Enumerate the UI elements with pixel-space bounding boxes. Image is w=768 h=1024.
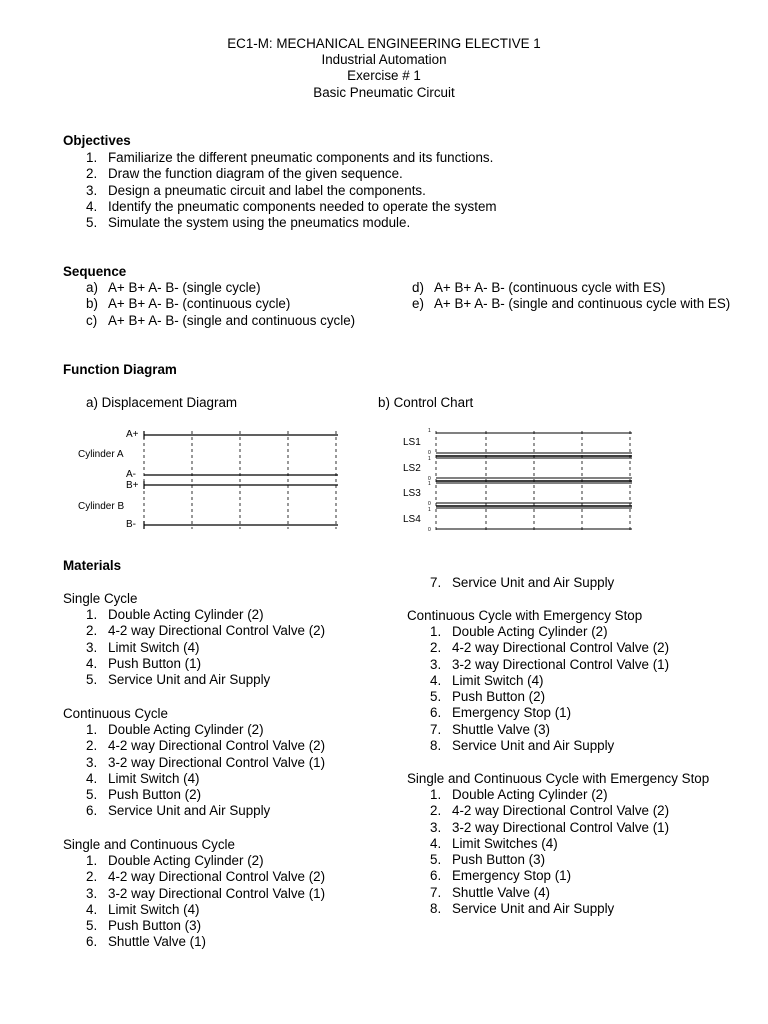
item-text: 4-2 way Directional Control Valve (2)	[108, 623, 326, 639]
item-text: Shuttle Valve (3)	[452, 721, 550, 737]
ls2-one: 1	[428, 456, 431, 462]
list-item	[86, 672, 325, 688]
list-item	[430, 689, 669, 705]
subject-title: Industrial Automation	[321, 52, 447, 67]
item-number: 2.	[430, 640, 442, 656]
sequence-list-right	[412, 280, 730, 313]
list-item	[86, 313, 355, 329]
item-text: Push Button (3)	[108, 918, 202, 934]
list-item	[430, 722, 669, 738]
materials-list-single-continuous-es	[430, 787, 669, 917]
group-title-single-cycle: Single Cycle	[63, 591, 138, 606]
materials-list-single-and-continuous-cont	[430, 575, 614, 591]
objectives-list	[86, 150, 497, 231]
exercise-number: Exercise # 1	[347, 68, 421, 83]
b-minus-label: B-	[126, 519, 136, 530]
sequence-heading: Sequence	[63, 264, 127, 279]
list-item	[430, 885, 669, 901]
item-text: Double Acting Cylinder (2)	[452, 624, 608, 639]
list-item	[86, 656, 325, 672]
item-number: 7.	[430, 884, 442, 900]
item-number: 5.	[86, 215, 98, 231]
list-item	[86, 803, 325, 819]
b-plus-label: B+	[126, 480, 139, 491]
item-text: A+ B+ A- B- (continuous cycle)	[108, 296, 291, 312]
displacement-diagram-grid	[140, 428, 340, 528]
list-item	[86, 869, 325, 885]
item-text: Limit Switch (4)	[452, 672, 544, 688]
list-item	[86, 166, 497, 182]
ls4-zero: 0	[428, 527, 431, 533]
list-item	[86, 280, 355, 296]
item-number: 1.	[86, 607, 98, 622]
item-text: Emergency Stop (1)	[452, 705, 572, 721]
item-text: 4-2 way Directional Control Valve (2)	[452, 803, 670, 819]
ls4-one: 1	[428, 507, 431, 513]
item-text: 3-2 way Directional Control Valve (1)	[108, 885, 326, 901]
item-number: 5.	[430, 852, 442, 868]
item-number: 5.	[86, 787, 98, 803]
list-item	[430, 836, 669, 852]
item-number: 2.	[86, 166, 98, 182]
item-number: 7.	[430, 575, 442, 590]
materials-list-continuous-es	[430, 624, 669, 754]
list-item	[86, 183, 497, 199]
exercise-title: Basic Pneumatic Circuit	[313, 85, 455, 100]
item-number: 5.	[86, 672, 98, 688]
item-text: Double Acting Cylinder (2)	[108, 853, 264, 868]
item-text: Push Button (2)	[452, 689, 546, 705]
item-number: 5.	[430, 689, 442, 705]
item-text: A+ B+ A- B- (single cycle)	[108, 280, 261, 295]
item-letter: b)	[86, 296, 98, 312]
item-text: Emergency Stop (1)	[452, 868, 572, 884]
item-text: Limit Switch (4)	[108, 770, 200, 786]
ls1-one: 1	[428, 428, 431, 434]
item-text: 4-2 way Directional Control Valve (2)	[108, 869, 326, 885]
list-item	[412, 280, 730, 296]
list-item	[86, 296, 355, 312]
list-item	[430, 705, 669, 721]
list-item	[86, 150, 497, 166]
item-number: 5.	[86, 918, 98, 934]
item-number: 4.	[430, 835, 442, 851]
group-title-continuous-cycle: Continuous Cycle	[63, 706, 168, 721]
item-text: 4-2 way Directional Control Valve (2)	[452, 640, 670, 656]
list-item	[86, 902, 325, 918]
materials-list-continuous-cycle	[86, 722, 325, 820]
list-item	[430, 657, 669, 673]
list-item	[86, 787, 325, 803]
item-letter: d)	[412, 280, 424, 295]
control-chart-title: b) Control Chart	[378, 395, 474, 410]
a-plus-label: A+	[126, 429, 139, 440]
list-item	[430, 820, 669, 836]
ls3-label: LS3	[403, 488, 421, 499]
item-number: 2.	[86, 623, 98, 639]
item-letter: c)	[86, 312, 98, 328]
item-text: Service Unit and Air Supply	[452, 738, 615, 754]
list-item	[86, 722, 325, 738]
group-title-single-continuous-es: Single and Continuous Cycle with Emergency Stop	[407, 771, 710, 786]
item-number: 8.	[430, 738, 442, 754]
cylinder-b-label: Cylinder B	[78, 501, 125, 512]
item-number: 3.	[430, 656, 442, 672]
list-item	[86, 199, 497, 215]
materials-heading: Materials	[63, 558, 122, 573]
ls4-label: LS4	[403, 514, 421, 525]
list-item	[86, 623, 325, 639]
item-text: Double Acting Cylinder (2)	[108, 607, 264, 622]
item-text: 3-2 way Directional Control Valve (1)	[452, 819, 670, 835]
group-title-continuous-es: Continuous Cycle with Emergency Stop	[407, 608, 643, 623]
list-item	[86, 934, 325, 950]
course-title: EC1-M: MECHANICAL ENGINEERING ELECTIVE 1	[227, 36, 541, 51]
item-number: 4.	[86, 901, 98, 917]
item-number: 1.	[86, 853, 98, 868]
item-letter: a)	[86, 280, 98, 295]
list-item	[430, 852, 669, 868]
item-number: 3.	[86, 885, 98, 901]
item-letter: e)	[412, 296, 424, 312]
item-text: Push Button (1)	[108, 655, 202, 671]
list-item	[86, 886, 325, 902]
ls3-one: 1	[428, 481, 431, 487]
list-item	[86, 771, 325, 787]
materials-list-single-cycle	[86, 607, 325, 688]
materials-list-single-and-continuous	[86, 853, 325, 951]
item-text: 3-2 way Directional Control Valve (1)	[452, 656, 670, 672]
item-text: Service Unit and Air Supply	[452, 575, 615, 590]
list-item	[86, 640, 325, 656]
objectives-heading: Objectives	[63, 133, 131, 148]
item-text: Simulate the system using the pneumatics module.	[108, 215, 411, 231]
list-item	[430, 624, 669, 640]
item-text: Push Button (3)	[452, 852, 546, 868]
control-chart-grid	[434, 430, 634, 530]
item-text: 3-2 way Directional Control Valve (1)	[108, 754, 326, 770]
list-item	[430, 868, 669, 884]
list-item	[86, 607, 325, 623]
item-number: 2.	[86, 738, 98, 754]
item-text: Double Acting Cylinder (2)	[452, 787, 608, 802]
list-item	[412, 296, 730, 312]
item-text: Service Unit and Air Supply	[108, 803, 271, 819]
item-number: 3.	[86, 639, 98, 655]
item-number: 4.	[86, 770, 98, 786]
item-text: A+ B+ A- B- (continuous cycle with ES)	[434, 280, 666, 295]
list-item	[430, 673, 669, 689]
ls2-zero: 0	[428, 476, 431, 482]
list-item	[430, 640, 669, 656]
item-number: 3.	[86, 182, 98, 198]
item-text: 4-2 way Directional Control Valve (2)	[108, 738, 326, 754]
item-text: Limit Switch (4)	[108, 901, 200, 917]
item-number: 8.	[430, 901, 442, 917]
sequence-list-left	[86, 280, 355, 329]
item-number: 3.	[86, 754, 98, 770]
displacement-diagram-title: a) Displacement Diagram	[86, 395, 238, 410]
ls2-label: LS2	[403, 463, 421, 474]
item-number: 4.	[86, 198, 98, 214]
item-text: A+ B+ A- B- (single and continuous cycle with ES)	[434, 296, 731, 312]
item-text: Service Unit and Air Supply	[452, 901, 615, 917]
list-item	[86, 853, 325, 869]
list-item	[430, 803, 669, 819]
item-text: Familiarize the different pneumatic components and its functions.	[108, 150, 494, 165]
item-text: Design a pneumatic circuit and label the components.	[108, 182, 426, 198]
group-title-single-and-continuous: Single and Continuous Cycle	[63, 837, 235, 852]
item-number: 6.	[86, 934, 98, 950]
item-text: Shuttle Valve (1)	[108, 934, 206, 950]
item-number: 1.	[430, 787, 442, 802]
item-number: 1.	[430, 624, 442, 639]
item-text: Double Acting Cylinder (2)	[108, 722, 264, 737]
list-item	[430, 738, 669, 754]
item-number: 3.	[430, 819, 442, 835]
a-minus-label: A-	[126, 469, 136, 480]
item-number: 1.	[86, 722, 98, 737]
item-number: 7.	[430, 721, 442, 737]
list-item	[86, 215, 497, 231]
list-item	[430, 901, 669, 917]
item-text: Service Unit and Air Supply	[108, 672, 271, 688]
item-text: Limit Switch (4)	[108, 639, 200, 655]
ls1-zero: 0	[428, 450, 431, 456]
item-number: 6.	[430, 868, 442, 884]
ls3-zero: 0	[428, 501, 431, 507]
item-text: Draw the function diagram of the given sequence.	[108, 166, 403, 182]
list-item	[86, 918, 325, 934]
function-diagram-heading: Function Diagram	[63, 362, 177, 377]
item-number: 6.	[430, 705, 442, 721]
cylinder-a-label: Cylinder A	[78, 449, 124, 460]
list-item	[86, 755, 325, 771]
list-item	[86, 738, 325, 754]
list-item	[430, 787, 669, 803]
item-number: 6.	[86, 803, 98, 819]
item-number: 4.	[430, 672, 442, 688]
ls1-label: LS1	[403, 437, 421, 448]
item-number: 2.	[86, 869, 98, 885]
item-number: 4.	[86, 655, 98, 671]
item-text: Shuttle Valve (4)	[452, 884, 550, 900]
list-item	[430, 575, 614, 591]
item-number: 1.	[86, 150, 98, 165]
item-text: Push Button (2)	[108, 787, 202, 803]
item-text: Limit Switches (4)	[452, 835, 558, 851]
item-number: 2.	[430, 803, 442, 819]
item-text: A+ B+ A- B- (single and continuous cycle)	[108, 312, 356, 328]
item-text: Identify the pneumatic components needed to operate the system	[108, 198, 497, 214]
